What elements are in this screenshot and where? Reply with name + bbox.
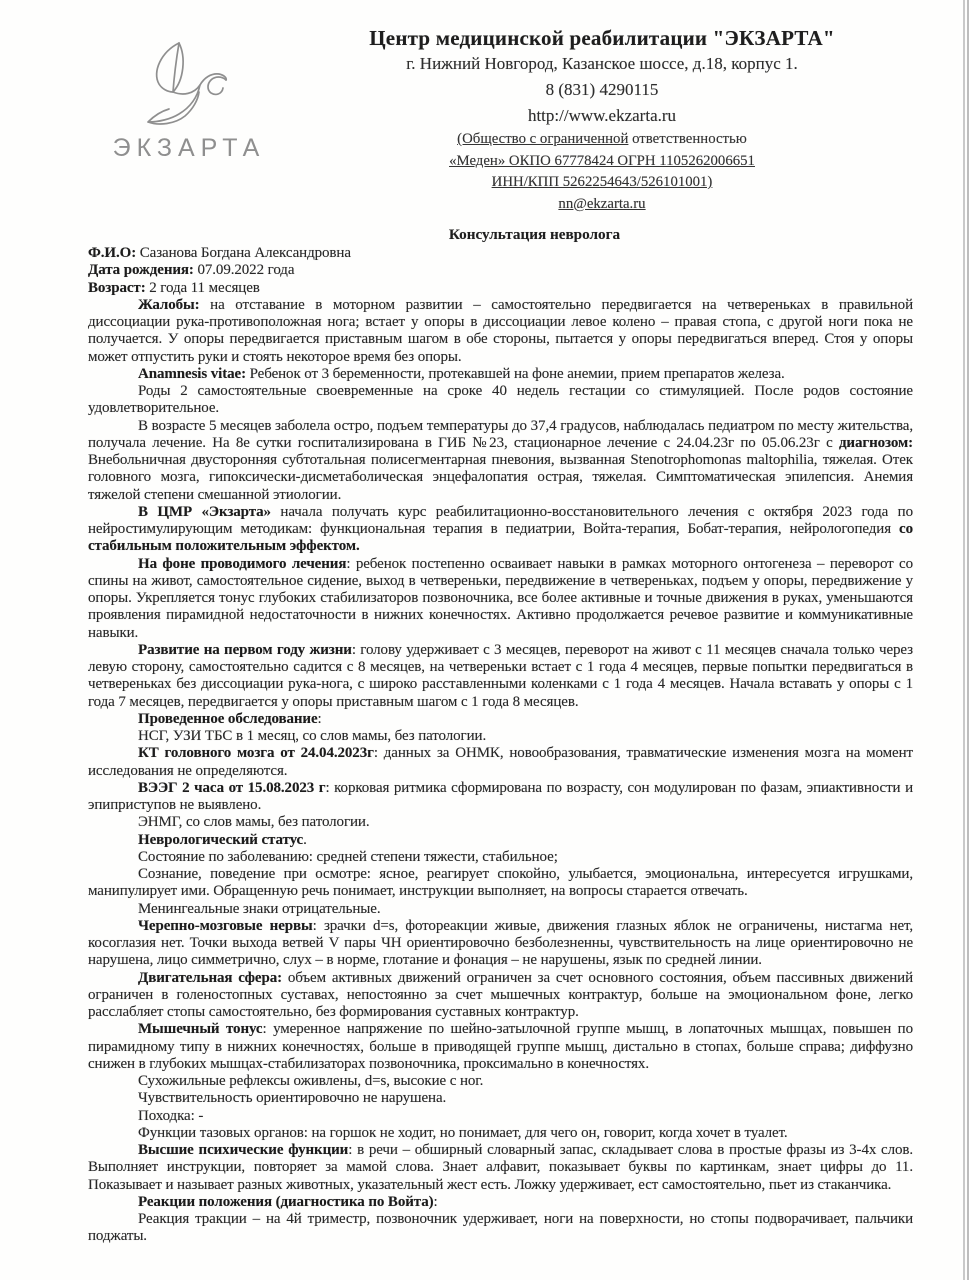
paragraph-lead-bold: Жалобы:: [138, 296, 211, 313]
paragraph-text: : голову удерживает с 3 месяцев, переворот на живот с 11 месяцев сначала только через левую сторону, самостоятельно садится с 8 месяцев, на четвереньки встает с 1 года 4 месяцев, первые попытки передвигаться в четвереньках без диссоциации рука-нога, с широко расставленными коленками с 1 года 4 месяцев. Начала вставать у опоры с 1 года 7 месяцев, передвигается у опоры приставным шагом с 1 года 8 месяцев.: [88, 641, 913, 710]
paragraph: [88, 814, 913, 831]
paragraph-text: Походка: -: [138, 1107, 204, 1124]
paragraph-lead-bold: Черепно-мозговые нервы: [138, 917, 313, 934]
paragraph-lead-bold: Проведенное обследование: [138, 710, 318, 727]
paragraph-text: : в речи – обширный словарный запас, складывает слова в простые фразы из 3-4х слов. Выполняет инструкции, повторяет за мамой слова. Знает алфавит, показывает буквы по картинкам, знает цифры до 11. Показывает и называет разных животных, указательный жест есть. Ложку удерживает, ест самостоятельно, пьет из стаканчика.: [88, 1142, 913, 1193]
paragraph-lead-bold: Anamnesis vitae:: [138, 365, 250, 382]
legal-line-1: (Общество с ограниченной ответственностью: [457, 131, 747, 147]
paragraph-lead-bold: ВЭЭГ 2 часа от 15.08.2023 г: [138, 779, 326, 796]
paragraph: [88, 642, 913, 711]
paragraph-lead-bold: Двигательная сфера:: [138, 969, 288, 986]
paragraph-text: на отставание в моторном развитии – самостоятельно передвигается на четвереньках в правильной диссоциации рука-противоположная нога; встает у опоры в диссоциации левое колено – правая стопа, с другой ноги пока не получается. У опоры передвигается приставным шагом в обе стороны, пытается у опоры передвигаться вперед. Стоя у опоры может отпустить руки и стоять некоторое время без опоры.: [88, 296, 914, 365]
clinic-logo: [104, 40, 274, 163]
paragraph: [88, 780, 913, 815]
org-website: http://www.ekzarta.ru: [527, 106, 677, 125]
paragraph: [88, 1211, 913, 1246]
paragraph: [88, 418, 913, 504]
logo-wordmark: ЭКЗАРТА: [112, 134, 266, 162]
paragraph: [88, 901, 913, 918]
paragraph-text: 2 года 11 месяцев: [149, 279, 260, 296]
org-phone: 8 (831) 4290115: [545, 80, 659, 99]
paragraph-text: : зрачки d=s, фотореакции живые, движения глазных яблок не ограничены, нистагма нет, косоглазия нет. Точки выхода ветвей V пары ЧН ориентировочно безболезненны, чувствительность на лице ориентировочно не нарушена, лицо симметрично, слух – в норме, глотание и фонация – не нарушены, язык по средней линии.: [88, 917, 913, 969]
paragraph-text: НСГ, УЗИ ТБС в 1 месяц, со слов мамы, без патологии.: [138, 728, 487, 744]
paragraph-text: Внебольничная двусторонняя субтотальная полисегментарная пневония, вызванная Stenotrophomonas maltophilia, тяжелая. Отек головного мозга, гипоксически-дисметаболическая энцефалопатия острая, тяжелая. Симптоматическая эпилепсия. Анемия тяжелой степени смешанной этиологии.: [88, 452, 913, 503]
paragraph-text: Реакция тракции – на 4й триместр, позвоночник удерживает, ноги на поверхности, но стопы подворачивает, пальчики поджаты.: [88, 1211, 913, 1245]
paragraph-text: Сухожильные рефлексы оживлены, d=s, высокие с ног.: [138, 1073, 484, 1089]
paragraph-text: Ребенок от 3 беременности, протекавшей на фоне анемии, прием препаратов железа.: [249, 365, 785, 382]
paragraph: [88, 745, 913, 780]
paragraph-lead-bold: Неврологический статус: [138, 831, 304, 848]
paragraph-lead-bold: КТ головного мозга от 24.04.2023г: [138, 745, 374, 762]
paragraph-text: Чувствительность ориентировочно не нарушена.: [138, 1090, 447, 1107]
bird-logo-icon: [133, 40, 245, 126]
paragraph-lead-bold: Реакции положения (диагностика по Войта): [138, 1193, 434, 1210]
paragraph: [88, 280, 913, 297]
paragraph: [88, 504, 913, 556]
paragraph-text: : корковая ритмика сформирована по возрасту, сон модулирован по фазам, эпиактивности и эпиприступов не выявлено.: [88, 779, 913, 813]
paragraph: [88, 1073, 913, 1090]
paragraph-lead-bold: Ф.И.О:: [88, 245, 140, 261]
paragraph: [88, 832, 913, 849]
paragraph: [88, 711, 913, 728]
paragraph-text: объем активных движений ограничен за счет основного состояния, объем пассивных движений ограничен в голеностопных суставах, непостоянно за счет мышечных контрактур, больше на эмоциональном фоне, легко расслабляет стопы самостоятельно, без формирования суставных контрактур.: [88, 969, 914, 1020]
paragraph: [88, 918, 913, 970]
org-name: Центр медицинской реабилитации "ЭКЗАРТА": [369, 26, 835, 50]
paragraph: [88, 556, 913, 642]
org-address: г. Нижний Новгород, Казанское шоссе, д.18, корпус 1.: [406, 54, 798, 73]
paragraph: [88, 1021, 913, 1073]
letterhead: [292, 0, 912, 215]
paragraph-text: .: [303, 831, 307, 848]
paragraph-text: Функции тазовых органов: на горшок не ходит, но понимает, для чего он, говорит, когда хочет в туалет.: [138, 1124, 788, 1141]
paragraph: [88, 728, 913, 745]
legal-line-3: ИНН/КПП 5262254643/526101001): [491, 174, 713, 190]
document-title: Консультация невролога: [448, 226, 621, 243]
paragraph: [88, 866, 913, 901]
org-email: nn@ekzarta.ru: [558, 195, 646, 212]
paragraph-lead-bold: Высшие психические функции: [138, 1142, 349, 1158]
paragraph: [88, 366, 913, 383]
paragraph-lead-bold: В ЦМР «Экзарта»: [138, 503, 281, 520]
legal-line-2: «Меден» ОКПО 67778424 ОГРН 1105262006651: [449, 152, 755, 169]
paragraph: [88, 1090, 913, 1107]
paragraph-text: : данных за ОНМК, новообразования, травматические изменения мозга на момент исследования не определяются.: [88, 745, 913, 779]
paragraph-text: Состояние по заболеванию: средней степени тяжести, стабильное;: [138, 848, 558, 865]
paragraph: [88, 383, 913, 418]
paragraph-text: Менингеальные знаки отрицательные.: [138, 900, 381, 917]
paragraph-text: 07.09.2022 года: [197, 262, 295, 279]
paragraph: [88, 970, 913, 1022]
paragraph-text: В возрасте 5 месяцев заболела остро, подъем температуры до 37,4 градусов, наблюдалась педиатром по месту жительства, получала лечение. На 8е сутки госпитализирована в ГИБ №23, стационарное лечение с 24.04.23г по 05.06.23г с: [88, 417, 913, 451]
paragraph-text: : ребенок постепенно осваивает навыки в рамках моторного онтогенеза – переворот со спины на живот, самостоятельное сидение, выход в четвереньки, передвижение в четвереньках, подъем у опоры, передвижение у опоры. Укрепляется тонус глубоких стабилизаторов позвоночника, все более активные и точные движения в руках, уменьшаются проявления пирамидной недостаточности в нижних конечностях. Активно продолжается речевое развитие и коммуникативные навыки.: [88, 555, 913, 641]
paragraph-lead-bold: Развитие на первом году жизни: [138, 641, 352, 658]
paragraph: [88, 1125, 913, 1142]
paragraph-text: Сознание, поведение при осмотре: ясное, реагирует спокойно, улыбается, эмоциональна, интересуется игрушками, манипулирует ими. Обращенную речь понимает, инструкции выполняет, на вопросы старается отвечать.: [88, 866, 913, 900]
paragraph-lead-bold: Мышечный тонус: [138, 1021, 263, 1038]
paragraph-text: :: [433, 1193, 438, 1210]
paragraph-text: Сазанова Богдана Александровна: [139, 245, 351, 261]
scan-edge-line: [963, 0, 965, 1280]
paragraph: [88, 245, 913, 262]
paragraph: [88, 1142, 913, 1194]
paragraph: [88, 849, 913, 866]
paragraph-text: :: [317, 710, 322, 727]
paragraph-text: Роды 2 самостоятельные своевременные на сроке 40 недель гестации со стимуляцией. После родов состояние удовлетворительное.: [88, 383, 913, 417]
paragraph-lead-bold: Дата рождения:: [88, 262, 198, 279]
paragraph: [88, 297, 913, 366]
paragraph: [88, 1108, 913, 1125]
paragraph-text: ЭНМГ, со слов мамы, без патологии.: [138, 814, 370, 831]
paragraph-text: : умеренное напряжение по шейно-затылочной группе мышц, в лопаточных мышцах, повышен по пирамидному типу в нижних конечностях, больше в приводящей группе мышц, дистально в стопах, больше справа; диффузно снижен в глубоких мышцах-стабилизаторах позвоночника, проксимально в конечностях.: [88, 1021, 913, 1072]
paragraph-lead-bold: со стабильным положительным эффектом.: [88, 521, 913, 555]
paragraph: [88, 1194, 913, 1211]
paragraph-text: начала получать курс реабилитационно-восстановительного лечения с октября 2023 года по нейростимулирующим методикам: функциональная терапия в педиатрии, Войта-терапия, Бобат-терапия, нейрологопедия: [88, 503, 913, 537]
paragraph: [88, 262, 913, 279]
paragraph-lead-bold: Возраст:: [88, 279, 150, 296]
document-body: [88, 245, 913, 1246]
paragraph-lead-bold: диагнозом:: [838, 434, 913, 451]
paragraph-lead-bold: На фоне проводимого лечения: [138, 555, 347, 572]
